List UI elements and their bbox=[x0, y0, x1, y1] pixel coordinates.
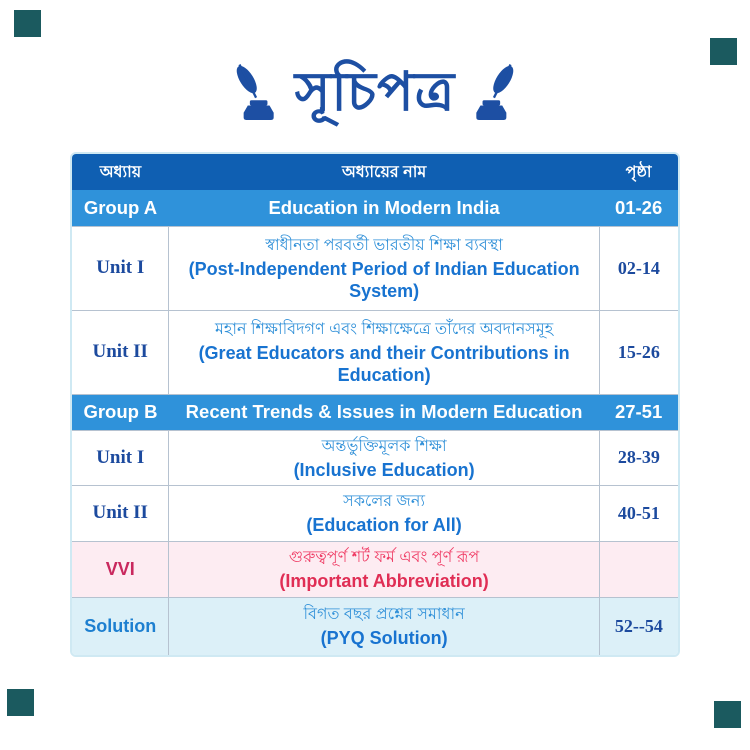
name-english: (Post-Independent Period of Indian Education System) bbox=[188, 258, 580, 301]
chapter-cell: Unit II bbox=[72, 310, 169, 394]
name-cell bbox=[169, 597, 599, 655]
name-bengali: গুরুত্বপূর্ণ শর্ট ফর্ম এবং পূর্ণ রূপ bbox=[288, 548, 480, 566]
quill-inkpot-icon bbox=[475, 63, 517, 121]
page-cell: 52--54 bbox=[599, 597, 678, 655]
name-cell: Education in Modern India bbox=[169, 190, 599, 226]
name-cell bbox=[169, 226, 599, 310]
title-block bbox=[0, 60, 750, 125]
name-english: (PYQ Solution) bbox=[320, 628, 448, 648]
chapter-cell: Solution bbox=[72, 597, 169, 655]
toc-table bbox=[70, 152, 680, 657]
chapter-cell: Unit I bbox=[72, 226, 169, 310]
chapter-cell: Unit II bbox=[72, 486, 169, 542]
name-bengali: স্বাধীনতা পরবর্তী ভারতীয় শিক্ষা ব্যবস্থা bbox=[265, 236, 503, 254]
table-row-unit-2a bbox=[72, 310, 678, 394]
table-row-vvi bbox=[72, 541, 678, 597]
table-row-unit-1b bbox=[72, 430, 678, 486]
page-title: সূচিপত্র bbox=[294, 62, 456, 122]
corner-square-bottom-left bbox=[7, 689, 34, 716]
table-row-unit-2b bbox=[72, 486, 678, 542]
name-bengali: অন্তর্ভুক্তিমূলক শিক্ষা bbox=[321, 437, 447, 455]
corner-square-top-left bbox=[14, 10, 41, 37]
page-cell: 40-51 bbox=[599, 486, 678, 542]
name-cell bbox=[169, 541, 599, 597]
table-row-group-a bbox=[72, 190, 678, 226]
name-cell bbox=[169, 310, 599, 394]
header-name: অধ্যায়ের নাম bbox=[169, 154, 599, 190]
table-row-group-b bbox=[72, 394, 678, 430]
header-page: পৃষ্ঠা bbox=[599, 154, 678, 190]
name-english: (Great Educators and their Contributions in Education) bbox=[198, 342, 570, 385]
name-bengali: সকলের জন্য bbox=[343, 493, 426, 510]
chapter-cell: Unit I bbox=[72, 430, 169, 486]
table-row-unit-1a bbox=[72, 226, 678, 310]
page-cell: 15-26 bbox=[599, 310, 678, 394]
header-chapter: অধ্যায় bbox=[72, 154, 169, 190]
table-header-row bbox=[72, 154, 678, 190]
name-english: (Education for All) bbox=[306, 515, 462, 535]
table-row-solution bbox=[72, 597, 678, 655]
name-bengali: মহান শিক্ষাবিদগণ এবং শিক্ষাক্ষেত্রে তাঁদের অবদানসমূহ bbox=[215, 320, 554, 338]
page-cell: 28-39 bbox=[599, 430, 678, 486]
quill-inkpot-icon bbox=[233, 63, 275, 121]
name-cell bbox=[169, 430, 599, 486]
name-cell bbox=[169, 486, 599, 542]
chapter-cell: VVI bbox=[72, 541, 169, 597]
name-cell: Recent Trends & Issues in Modern Education bbox=[169, 394, 599, 430]
name-english: (Inclusive Education) bbox=[293, 459, 475, 480]
page-cell: 01-26 bbox=[599, 190, 678, 226]
chapter-cell: Group A bbox=[72, 190, 169, 226]
page-cell: 02-14 bbox=[599, 226, 678, 310]
corner-square-bottom-right bbox=[714, 701, 741, 728]
name-bengali: বিগত বছর প্রশ্নের সমাধান bbox=[303, 606, 465, 623]
name-english: (Important Abbreviation) bbox=[279, 570, 489, 591]
page-cell bbox=[599, 541, 678, 597]
chapter-cell: Group B bbox=[72, 394, 169, 430]
page-cell: 27-51 bbox=[599, 394, 678, 430]
